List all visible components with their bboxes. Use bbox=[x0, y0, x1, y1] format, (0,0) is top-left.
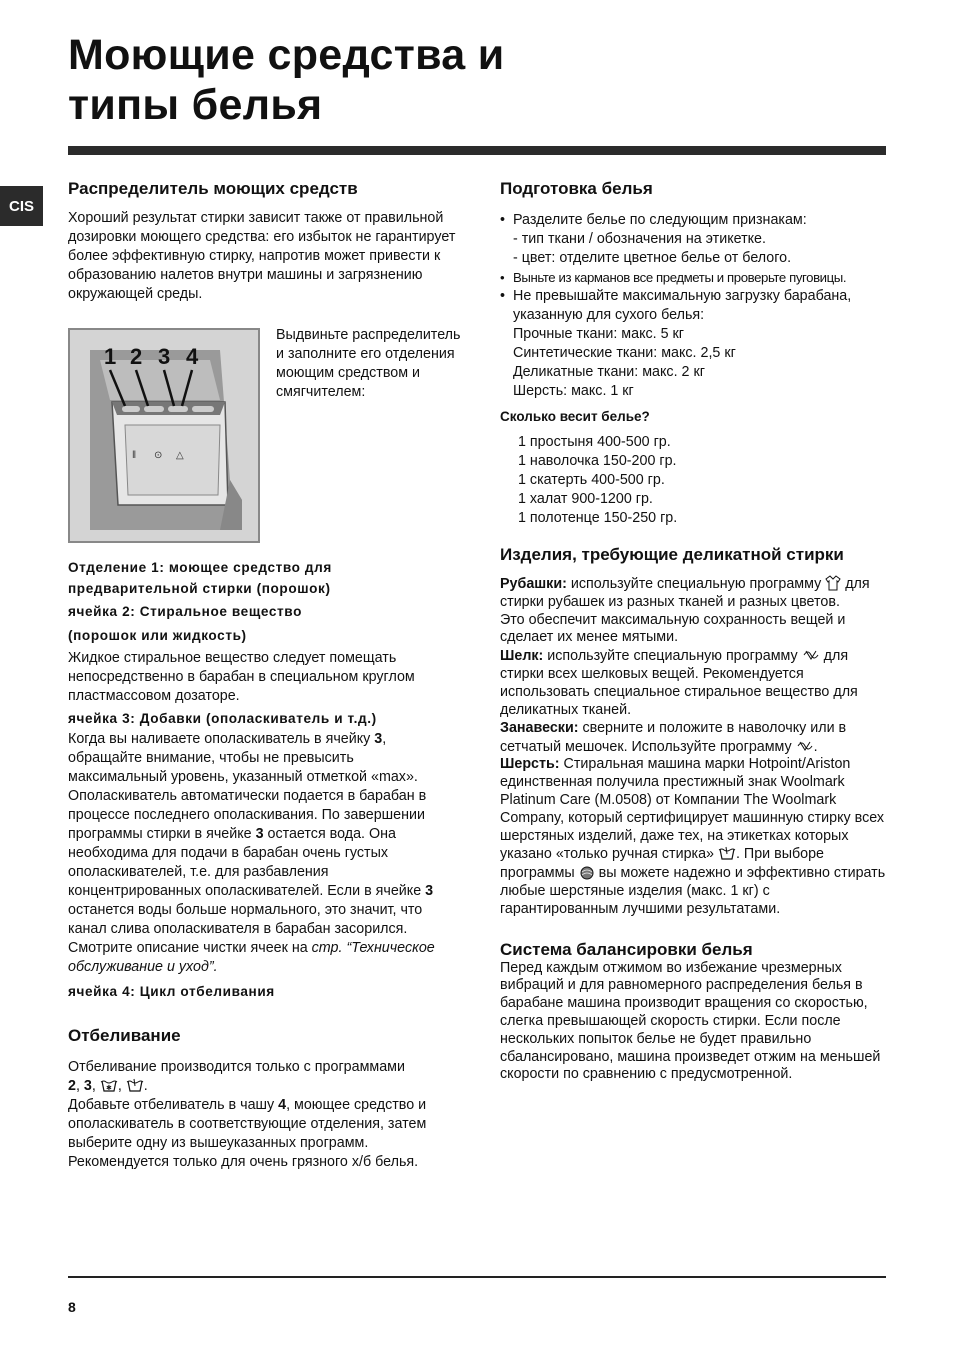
footer-rule bbox=[68, 1276, 886, 1278]
bleach-text: Отбеливание производится только с программами 2, 3, ✱ , . Добавьте отбеливатель в чашу 4, моющее средство и ополаскиватель в соответствующие отделения, затем выберите одну из вышеуказанных программ. Рекомендуется только для очень грязного х/б белья. bbox=[68, 1059, 427, 1170]
weight-heading: Сколько весит белье? bbox=[500, 409, 650, 424]
dispenser-heading: Распределитель моющих средств bbox=[68, 179, 358, 198]
compartment-3-label: ячейка 3: Добавки (ополаскиватель и т.д.) bbox=[68, 711, 377, 726]
left-column bbox=[68, 178, 456, 304]
page-number: 8 bbox=[68, 1299, 76, 1315]
title-rule bbox=[68, 146, 886, 155]
label-1: 1 bbox=[104, 344, 117, 369]
list-item: • Не превышайте максимальную загрузку барабана, указанную для сухого белья: Прочные ткани: макс. 5 кг Синтетические ткани: макс. 2,5 кг Деликатные ткани: макс. 2 кг Шерсть: макс. 1 кг bbox=[500, 287, 888, 401]
list-item: 1 простыня 400-500 гр. bbox=[518, 434, 671, 450]
preparation-heading: Подготовка белья bbox=[500, 179, 653, 198]
wash-tub-icon bbox=[100, 1077, 118, 1093]
wool-program-icon bbox=[579, 864, 595, 880]
compartment-4-label: ячейка 4: Цикл отбеливания bbox=[68, 984, 275, 999]
dispenser-drawing bbox=[70, 330, 258, 541]
list-item: • Выньте из карманов все предметы и проверьте пуговицы. bbox=[500, 268, 888, 287]
silk-text: Шелк: используйте специальную программу для стирки всех шелковых вещей. Рекомендуется использовать специальное стиральное вещество для деликатных тканей. bbox=[500, 648, 858, 718]
shirts-text: Рубашки: используйте специальную программу для стирки рубашек из разных тканей и разных цветов. Это обеспечит максимальную сохранность вещей и сделает их менее мятыми. bbox=[500, 576, 870, 646]
balance-text: Перед каждым отжимом во избежание чрезмерных вибраций и для равномерного распределения белья в барабане машина производит вращения со скоростью, слегка превышающей скорость стирки. Если после нескольких попыток белье не будет правильно сбалансировано, машина произведет отжим на меньшей скорости по сравнению с предусмотренной. bbox=[500, 959, 881, 1083]
weight-list bbox=[500, 433, 888, 528]
compartments-section bbox=[68, 557, 456, 1172]
title-line-2: типы белья bbox=[68, 81, 323, 129]
silk-program-icon bbox=[802, 647, 820, 663]
list-item: 1 скатерть 400-500 гр. bbox=[518, 472, 665, 488]
dispenser-illustration bbox=[68, 328, 260, 543]
label-2: 2 bbox=[130, 344, 143, 369]
compartment-1-label: Отделение 1: моющее средство для предварительной стирки (порошок) bbox=[68, 560, 332, 596]
compartment-3-text: Когда вы наливаете ополаскиватель в ячейку 3, обращайте внимание, чтобы не превысить максимальный уровень, указанный отметкой «max». Ополаскиватель автоматически подается в барабан в процессе последнего ополаскивания. По завершении программы стирки в ячейке 3 остается вода. Она необходима для подачи в барабан очень густых ополаскивателей, т.е. для разбавления концентрированных ополаскивателей. Если в ячейке 3 останется воды больше нормального, это значит, что канал слива ополаскивателя в барабан засорился. Смотрите описание чистки ячеек на стр. “Техническое обслуживание и уход”. bbox=[68, 731, 435, 975]
svg-text:⊙: ⊙ bbox=[154, 450, 163, 461]
wool-text: Шерсть: Стиральная машина марки Hotpoint/Ariston единственная получила престижный знак Woolmark Platinum Care (M.0508) от Компании The Woolmark Company, который сертифицирует машинную стирку всех шерстяных изделий, даже тех, на этикетках которых указано «только ручная стирка» . При выборе программы вы можете надежно и эффективно стирать любые шерстяные изделия (макс. 1 кг) с гарантированным лучшими результатами. bbox=[500, 756, 886, 917]
list-item: 1 полотенце 150-250 гр. bbox=[518, 510, 678, 526]
illustration-caption: Выдвиньте распределитель и заполните его отделения моющим средством и смягчителем: bbox=[276, 327, 461, 400]
language-tab: CIS bbox=[0, 186, 43, 226]
label-4: 4 bbox=[186, 344, 199, 369]
delicate-heading: Изделия, требующие деликатной стирки bbox=[500, 545, 844, 564]
compartment-2-label-b: (порошок или жидкость) bbox=[68, 628, 247, 643]
title-line-1: Моющие средства и bbox=[68, 31, 505, 79]
shirt-program-icon bbox=[825, 575, 841, 591]
svg-text:△: △ bbox=[176, 450, 184, 461]
hand-wash-icon bbox=[126, 1077, 144, 1093]
label-3: 3 bbox=[158, 344, 171, 369]
list-item: • Разделите белье по следующим признакам: - тип ткани / обозначения на этикетке. - цвет: отделите цветное белье от белого. bbox=[500, 211, 888, 268]
hand-wash-icon bbox=[718, 845, 736, 861]
curtains-text: Занавески: сверните и положите в наволочку или в сетчатый мешочек. Используйте программу . bbox=[500, 720, 847, 755]
balance-heading: Система балансировки белья bbox=[500, 939, 753, 959]
compartment-2-text: Жидкое стиральное вещество следует помещать непосредственно в барабан в специальном круглом пластмассовом дозаторе. bbox=[68, 650, 415, 704]
svg-text:✱: ✱ bbox=[105, 1085, 112, 1092]
curtains-program-icon bbox=[796, 738, 814, 754]
svg-text:‖: ‖ bbox=[132, 450, 137, 461]
compartment-2-label-a: ячейка 2: Стиральное вещество bbox=[68, 604, 302, 619]
list-item: 1 халат 900-1200 гр. bbox=[518, 491, 653, 507]
dispenser-intro: Хороший результат стирки зависит также от правильной дозировки моющего средства: его избыток не гарантирует более эффективную стирку, напротив может привести к образованию налетов внутри машины и загрязнению окружающей среды. bbox=[68, 210, 456, 302]
bleach-heading: Отбеливание bbox=[68, 1026, 181, 1045]
list-item: 1 наволочка 150-200 гр. bbox=[518, 453, 677, 469]
page-title bbox=[68, 30, 768, 130]
right-column bbox=[500, 178, 888, 1084]
preparation-list bbox=[500, 211, 888, 401]
